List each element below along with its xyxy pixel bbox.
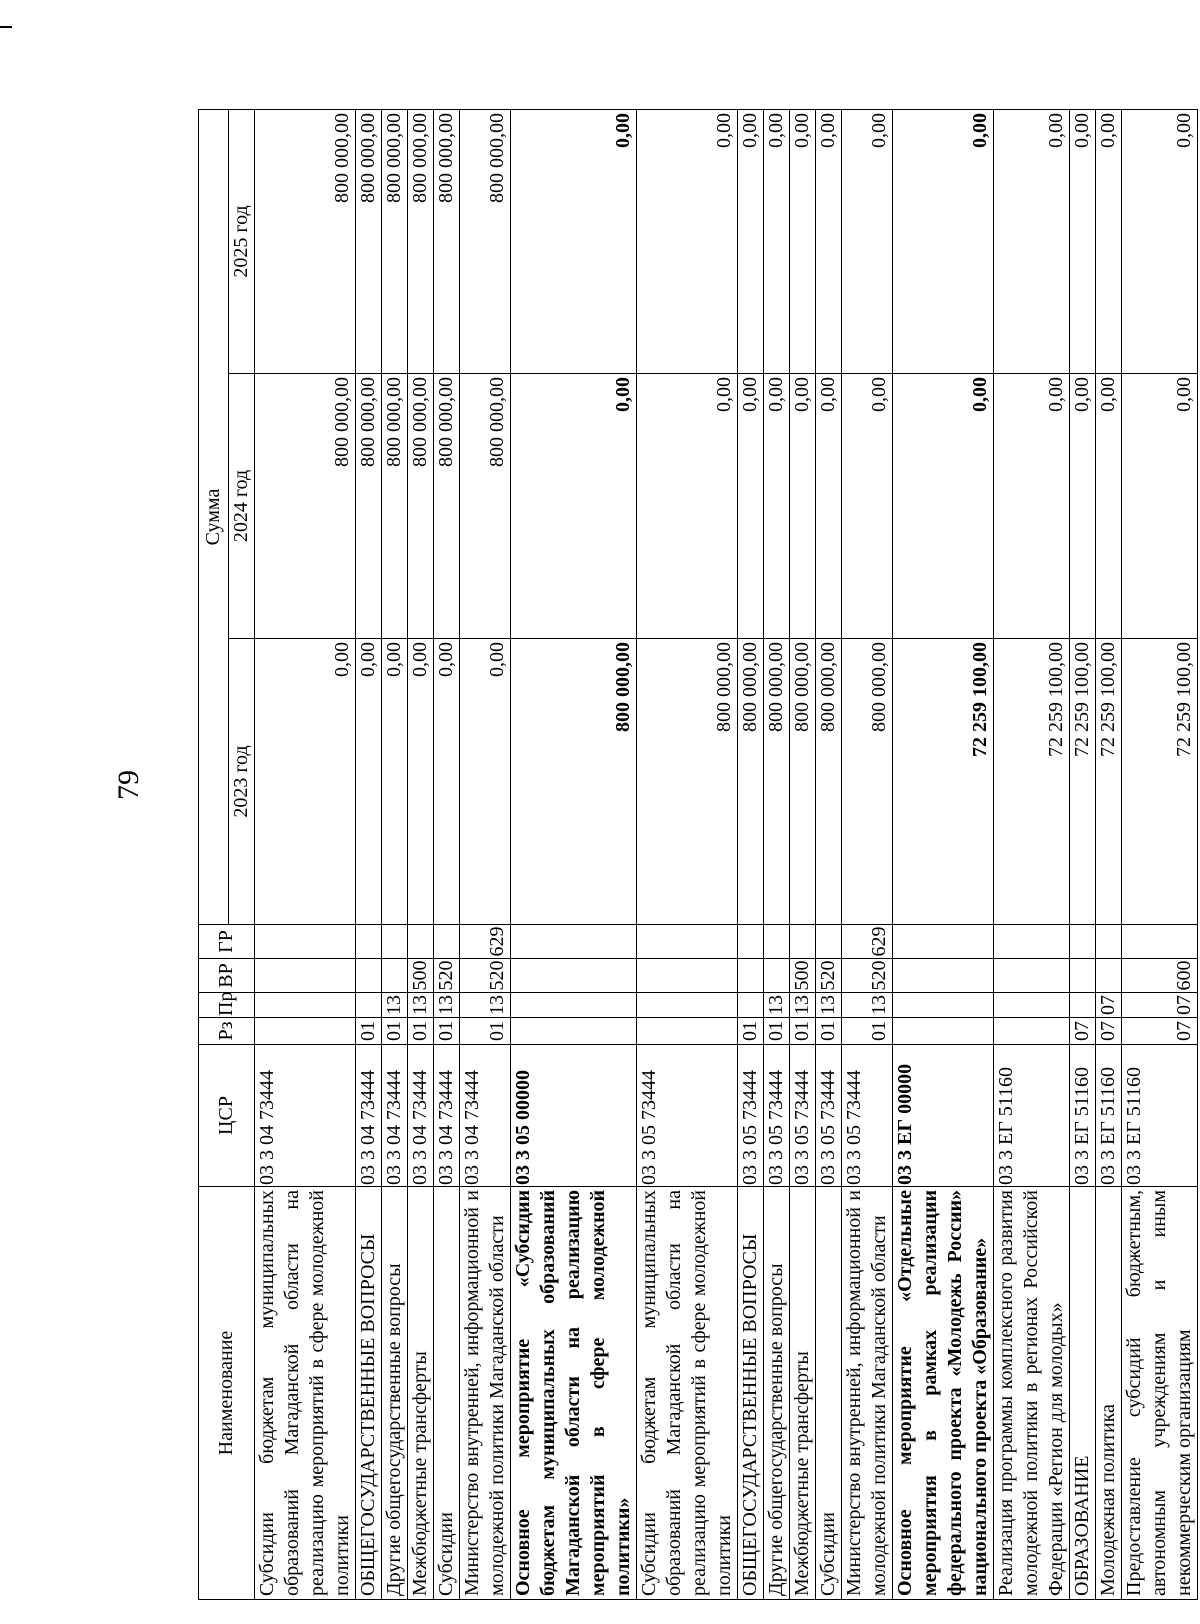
row-rz: 01 [434,1018,460,1045]
table-row [255,109,356,1599]
row-pr: 13 [434,993,460,1018]
row-name: Другие общегосударственные вопросы [382,1187,408,1600]
row-gr [994,925,1070,959]
row-vr [511,959,637,993]
row-csr: 03 3 05 73444 [842,1045,893,1187]
table-row [790,109,816,1599]
row-pr: 13 [816,993,842,1018]
row-gr [1096,925,1122,959]
row-sum-2025: 800 000,00 [408,109,434,373]
row-pr: 13 [764,993,790,1018]
row-sum-2024: 0,00 [842,374,893,639]
table-row [434,109,460,1599]
row-gr [764,925,790,959]
row-name: Министерство внутренней, информационной и молодежной политики Магаданской области [842,1187,893,1600]
row-pr [994,993,1070,1018]
row-name: ОБЩЕГОСУДАРСТВЕННЫЕ ВОПРОСЫ [738,1187,764,1600]
row-csr: 03 3 05 73444 [790,1045,816,1187]
row-sum-2024: 800 000,00 [408,374,434,639]
row-sum-2023: 0,00 [434,639,460,925]
table-row [764,109,790,1599]
table-row [893,109,994,1599]
header-pr: Пр [199,993,255,1018]
row-csr: 03 3 05 73444 [816,1045,842,1187]
row-name: Субсидии бюджетам муниципальных образований Магаданской области на реализацию мероприятий в сфере молодежной политики [637,1187,738,1600]
row-sum-2025: 0,00 [816,109,842,373]
row-csr: 03 3 05 73444 [738,1045,764,1187]
row-name: Межбюджетные трансферты [790,1187,816,1600]
row-sum-2024: 800 000,00 [356,374,382,639]
row-vr [738,959,764,993]
row-vr: 520 [434,959,460,993]
row-sum-2024: 800 000,00 [460,374,511,639]
row-csr: 03 3 05 00000 [511,1045,637,1187]
row-gr: 629 [842,925,893,959]
row-sum-2023: 800 000,00 [637,639,738,925]
row-sum-2025: 0,00 [893,109,994,373]
page-number: 79 [112,770,145,800]
table-row [356,109,382,1599]
row-gr [408,925,434,959]
row-pr [738,993,764,1018]
row-sum-2023: 800 000,00 [790,639,816,925]
row-gr [637,925,738,959]
table-row [382,109,408,1599]
row-vr [382,959,408,993]
table-row [1070,109,1096,1599]
row-rz: 07 [1070,1018,1096,1045]
row-gr: 629 [460,925,511,959]
row-vr [994,959,1070,993]
row-csr: 03 3 05 73444 [637,1045,738,1187]
row-rz: 07 [1122,1018,1198,1045]
row-pr: 13 [408,993,434,1018]
row-pr [356,993,382,1018]
row-pr: 13 [842,993,893,1018]
row-sum-2023: 0,00 [408,639,434,925]
row-sum-2023: 72 259 100,00 [1070,639,1096,925]
row-vr: 520 [460,959,511,993]
row-sum-2024: 0,00 [637,374,738,639]
row-sum-2024: 0,00 [790,374,816,639]
row-vr [637,959,738,993]
row-rz: 01 [460,1018,511,1045]
row-vr [356,959,382,993]
row-name: Субсидии [434,1187,460,1600]
row-sum-2023: 800 000,00 [738,639,764,925]
row-csr: 03 3 05 73444 [764,1045,790,1187]
row-gr [255,925,356,959]
row-sum-2024: 0,00 [1070,374,1096,639]
row-gr [1070,925,1096,959]
row-vr: 500 [790,959,816,993]
row-sum-2023: 0,00 [382,639,408,925]
row-rz: 01 [356,1018,382,1045]
row-sum-2023: 72 259 100,00 [994,639,1070,925]
row-pr: 07 [1122,993,1198,1018]
row-rz [994,1018,1070,1045]
row-csr: 03 3 ЕГ 00000 [893,1045,994,1187]
row-sum-2024: 0,00 [1122,374,1198,639]
row-rz: 01 [764,1018,790,1045]
row-gr [382,925,408,959]
row-name: Другие общегосударственные вопросы [764,1187,790,1600]
header-gr: ГР [199,925,255,959]
row-sum-2025: 0,00 [637,109,738,373]
row-sum-2024: 800 000,00 [382,374,408,639]
row-sum-2023: 800 000,00 [842,639,893,925]
row-sum-2023: 800 000,00 [764,639,790,925]
row-sum-2025: 800 000,00 [382,109,408,373]
row-pr [893,993,994,1018]
row-rz: 01 [382,1018,408,1045]
row-sum-2025: 0,00 [1070,109,1096,373]
row-csr: 03 3 04 73444 [408,1045,434,1187]
row-pr: 07 [1096,993,1122,1018]
row-gr [1122,925,1198,959]
row-sum-2025: 0,00 [1122,109,1198,373]
row-pr: 13 [382,993,408,1018]
row-vr [893,959,994,993]
row-sum-2025: 0,00 [511,109,637,373]
row-vr: 600 [1122,959,1198,993]
row-rz [893,1018,994,1045]
header-csr: ЦСР [199,1045,255,1187]
row-sum-2023: 0,00 [460,639,511,925]
row-sum-2024: 0,00 [1096,374,1122,639]
row-csr: 03 3 04 73444 [382,1045,408,1187]
row-rz: 07 [1096,1018,1122,1045]
table-row [637,109,738,1599]
row-sum-2025: 0,00 [764,109,790,373]
row-csr: 03 3 04 73444 [434,1045,460,1187]
table-row [1096,109,1122,1599]
row-name: Межбюджетные трансферты [408,1187,434,1600]
header-name: Наименование [199,1187,255,1600]
row-name: Субсидии [816,1187,842,1600]
row-csr: 03 3 ЕГ 51160 [1096,1045,1122,1187]
header-vr: ВР [199,959,255,993]
row-sum-2025: 0,00 [790,109,816,373]
row-gr [816,925,842,959]
row-rz [637,1018,738,1045]
header-2024: 2024 год [229,374,255,639]
row-sum-2024: 800 000,00 [255,374,356,639]
row-csr: 03 3 04 73444 [356,1045,382,1187]
row-gr [434,925,460,959]
table-row [1122,109,1198,1599]
table-row [460,109,511,1599]
row-vr: 520 [816,959,842,993]
row-pr [637,993,738,1018]
row-pr [1070,993,1096,1018]
header-rz: Рз [199,1018,255,1045]
row-sum-2024: 0,00 [893,374,994,639]
row-sum-2025: 0,00 [1096,109,1122,373]
row-rz: 01 [816,1018,842,1045]
row-vr: 520 [842,959,893,993]
header-sum: Сумма [199,109,229,924]
row-sum-2023: 800 000,00 [511,639,637,925]
row-vr: 500 [408,959,434,993]
row-sum-2025: 0,00 [842,109,893,373]
table-row [842,109,893,1599]
row-sum-2023: 0,00 [356,639,382,925]
row-pr [255,993,356,1018]
row-sum-2025: 0,00 [738,109,764,373]
row-sum-2023: 72 259 100,00 [893,639,994,925]
row-rz: 01 [408,1018,434,1045]
row-sum-2024: 0,00 [994,374,1070,639]
row-sum-2023: 0,00 [255,639,356,925]
row-name: Реализация программы комплексного развития молодежной политики в регионах Российской Федерации «Регион для молодых» [994,1187,1070,1600]
row-pr [511,993,637,1018]
table-row [816,109,842,1599]
row-rz: 01 [738,1018,764,1045]
row-name: ОБРАЗОВАНИЕ [1070,1187,1096,1600]
row-gr [790,925,816,959]
row-vr [1070,959,1096,993]
row-gr [893,925,994,959]
row-sum-2023: 800 000,00 [816,639,842,925]
row-name: Основное мероприятие «Отдельные мероприятия в рамках реализации федерального проекта «Молодежь России» национального проекта «Образование» [893,1187,994,1600]
row-sum-2024: 0,00 [738,374,764,639]
row-rz: 01 [790,1018,816,1045]
row-csr: 03 3 04 73444 [255,1045,356,1187]
row-sum-2024: 0,00 [816,374,842,639]
row-vr [255,959,356,993]
table-row [408,109,434,1599]
row-pr: 13 [790,993,816,1018]
row-gr [511,925,637,959]
row-sum-2025: 800 000,00 [434,109,460,373]
row-rz [511,1018,637,1045]
row-name: ОБЩЕГОСУДАРСТВЕННЫЕ ВОПРОСЫ [356,1187,382,1600]
row-sum-2025: 800 000,00 [255,109,356,373]
row-sum-2025: 0,00 [994,109,1070,373]
row-rz: 01 [842,1018,893,1045]
row-gr [738,925,764,959]
table-row [511,109,637,1599]
row-sum-2024: 0,00 [764,374,790,639]
row-vr [764,959,790,993]
margin-mark [0,26,12,28]
row-sum-2023: 72 259 100,00 [1096,639,1122,925]
table-row [738,109,764,1599]
row-name: Предоставление субсидий бюджетным, автономным учреждениям и иным некоммерческим организациям [1122,1187,1198,1600]
row-sum-2023: 72 259 100,00 [1122,639,1198,925]
row-sum-2024: 0,00 [511,374,637,639]
row-pr: 13 [460,993,511,1018]
row-vr [1096,959,1122,993]
table-row [994,109,1070,1599]
row-sum-2025: 800 000,00 [460,109,511,373]
header-2025: 2025 год [229,109,255,373]
row-csr: 03 3 ЕГ 51160 [1122,1045,1198,1187]
row-name: Министерство внутренней, информационной и молодежной политики Магаданской области [460,1187,511,1600]
row-csr: 03 3 ЕГ 51160 [1070,1045,1096,1187]
row-name: Субсидии бюджетам муниципальных образований Магаданской области на реализацию мероприятий в сфере молодежной политики [255,1187,356,1600]
row-rz [255,1018,356,1045]
row-csr: 03 3 ЕГ 51160 [994,1045,1070,1187]
row-name: Основное мероприятие «Субсидии бюджетам муниципальных образований Магаданской области на реализацию мероприятий в сфере молодежной политики» [511,1187,637,1600]
row-name: Молодежная политика [1096,1187,1122,1600]
row-sum-2025: 800 000,00 [356,109,382,373]
budget-table [198,109,1198,1600]
row-sum-2024: 800 000,00 [434,374,460,639]
row-csr: 03 3 04 73444 [460,1045,511,1187]
rotated-table-container [198,110,1195,1600]
row-gr [356,925,382,959]
header-2023: 2023 год [229,639,255,925]
